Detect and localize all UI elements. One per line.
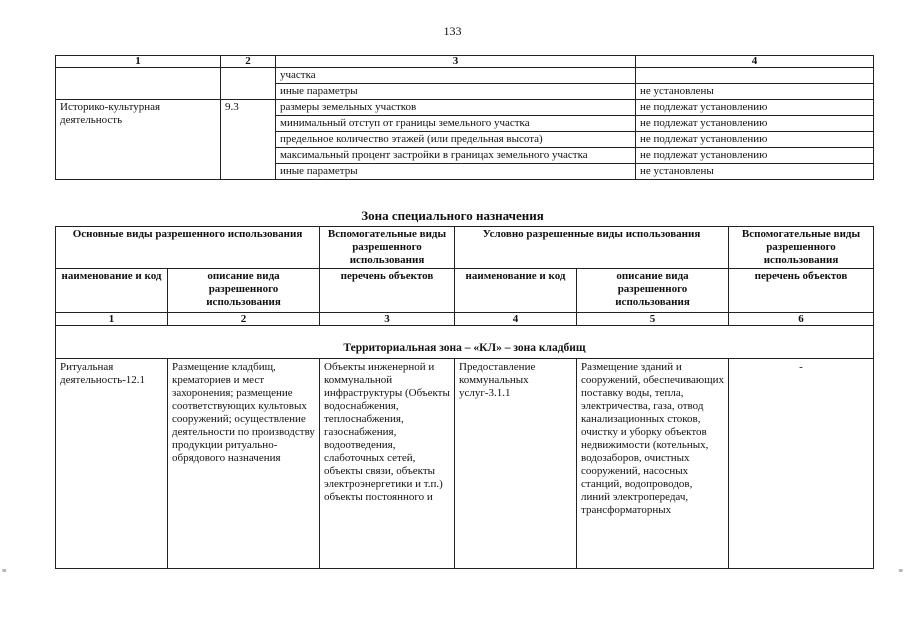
- column-number: 1: [56, 313, 168, 326]
- page-number: 133: [443, 24, 462, 38]
- table-header-row: [56, 56, 874, 68]
- name-code-header: наименование и код: [56, 269, 168, 313]
- parameter-value: не подлежат установлению: [636, 148, 874, 164]
- parameter-value: [636, 68, 874, 84]
- zone-title: Территориальная зона – «КЛ» – зона кладбищ: [56, 326, 874, 359]
- conditional-uses-header: Условно разрешенные виды использования: [455, 227, 729, 269]
- table-row: [56, 359, 874, 569]
- objects-list-header-2: перечень объектов: [729, 269, 874, 313]
- name-code-header-2: наименование и код: [455, 269, 577, 313]
- use-description: Размещение кладбищ, крематориев и мест захоронения; размещение соответствующих культовых сооружений; осуществление деятельности по производству продукции ритуально-обрядового назначения: [168, 359, 320, 569]
- left-edge-mark: ≡: [2, 566, 7, 575]
- activity-code: 9.3: [221, 100, 276, 180]
- column-number-row: [56, 313, 874, 326]
- parameter-value: не установлены: [636, 84, 874, 100]
- parameter-name: минимальный отступ от границы земельного участка: [276, 116, 636, 132]
- table-cell: [56, 68, 221, 100]
- column-number: 4: [455, 313, 577, 326]
- parameter-value: не подлежат установлению: [636, 100, 874, 116]
- main-uses-header: Основные виды разрешенного использования: [56, 227, 320, 269]
- column-header: 3: [276, 56, 636, 68]
- table-row: [56, 68, 874, 84]
- zoning-table: [55, 226, 874, 569]
- group-header-row: [56, 227, 874, 269]
- objects-list: Объекты инженерной и коммунальной инфраструктуры (Объекты водоснабжения, теплоснабжения, газоснабжения, водоотведения, слаботочных сетей, объекты связи, объекты электроэнергетики и т.п.) объекты постоянного и: [320, 359, 455, 569]
- column-header: 4: [636, 56, 874, 68]
- parameter-name: иные параметры: [276, 164, 636, 180]
- use-name-code: Ритуальная деятельность-12.1: [56, 359, 168, 569]
- parameter-value: не установлены: [636, 164, 874, 180]
- parameter-name: размеры земельных участков: [276, 100, 636, 116]
- column-header: 2: [221, 56, 276, 68]
- parameter-name: участка: [276, 68, 636, 84]
- description-header: описание вида разрешенного использования: [168, 269, 320, 313]
- column-number: 5: [577, 313, 729, 326]
- table-row: [56, 100, 874, 116]
- right-edge-mark: ≡: [898, 566, 903, 575]
- parameter-value: не подлежат установлению: [636, 132, 874, 148]
- auxiliary-objects-list: -: [729, 359, 874, 569]
- description-header-2: описание вида разрешенного использования: [577, 269, 729, 313]
- column-header: 1: [56, 56, 221, 68]
- column-number: 6: [729, 313, 874, 326]
- conditional-use-description: Размещение зданий и сооружений, обеспечивающих поставку воды, тепла, электричества, газа, отвод канализационных стоков, очистку и уборку объектов недвижимости (котельных, водозаборов, очистных сооружений, насосных станций, водопроводов, линий электропередач, трансформаторных: [577, 359, 729, 569]
- objects-list-header: перечень объектов: [320, 269, 455, 313]
- section-title: Зона специального назначения: [361, 208, 544, 223]
- parameter-name: максимальный процент застройки в границах земельного участка: [276, 148, 636, 164]
- parameters-table: [55, 55, 874, 180]
- auxiliary-uses-header: Вспомогательные виды разрешенного использования: [320, 227, 455, 269]
- parameter-value: не подлежат установлению: [636, 116, 874, 132]
- column-number: 2: [168, 313, 320, 326]
- sub-header-row: [56, 269, 874, 313]
- parameter-name: иные параметры: [276, 84, 636, 100]
- parameter-name: предельное количество этажей (или предельная высота): [276, 132, 636, 148]
- auxiliary-uses-header-2: Вспомогательные виды разрешенного использования: [729, 227, 874, 269]
- activity-name: Историко-культурная деятельность: [56, 100, 221, 180]
- conditional-use-name-code: Предоставление коммунальных услуг-3.1.1: [455, 359, 577, 569]
- column-number: 3: [320, 313, 455, 326]
- zone-title-row: [56, 326, 874, 359]
- table-cell: [221, 68, 276, 100]
